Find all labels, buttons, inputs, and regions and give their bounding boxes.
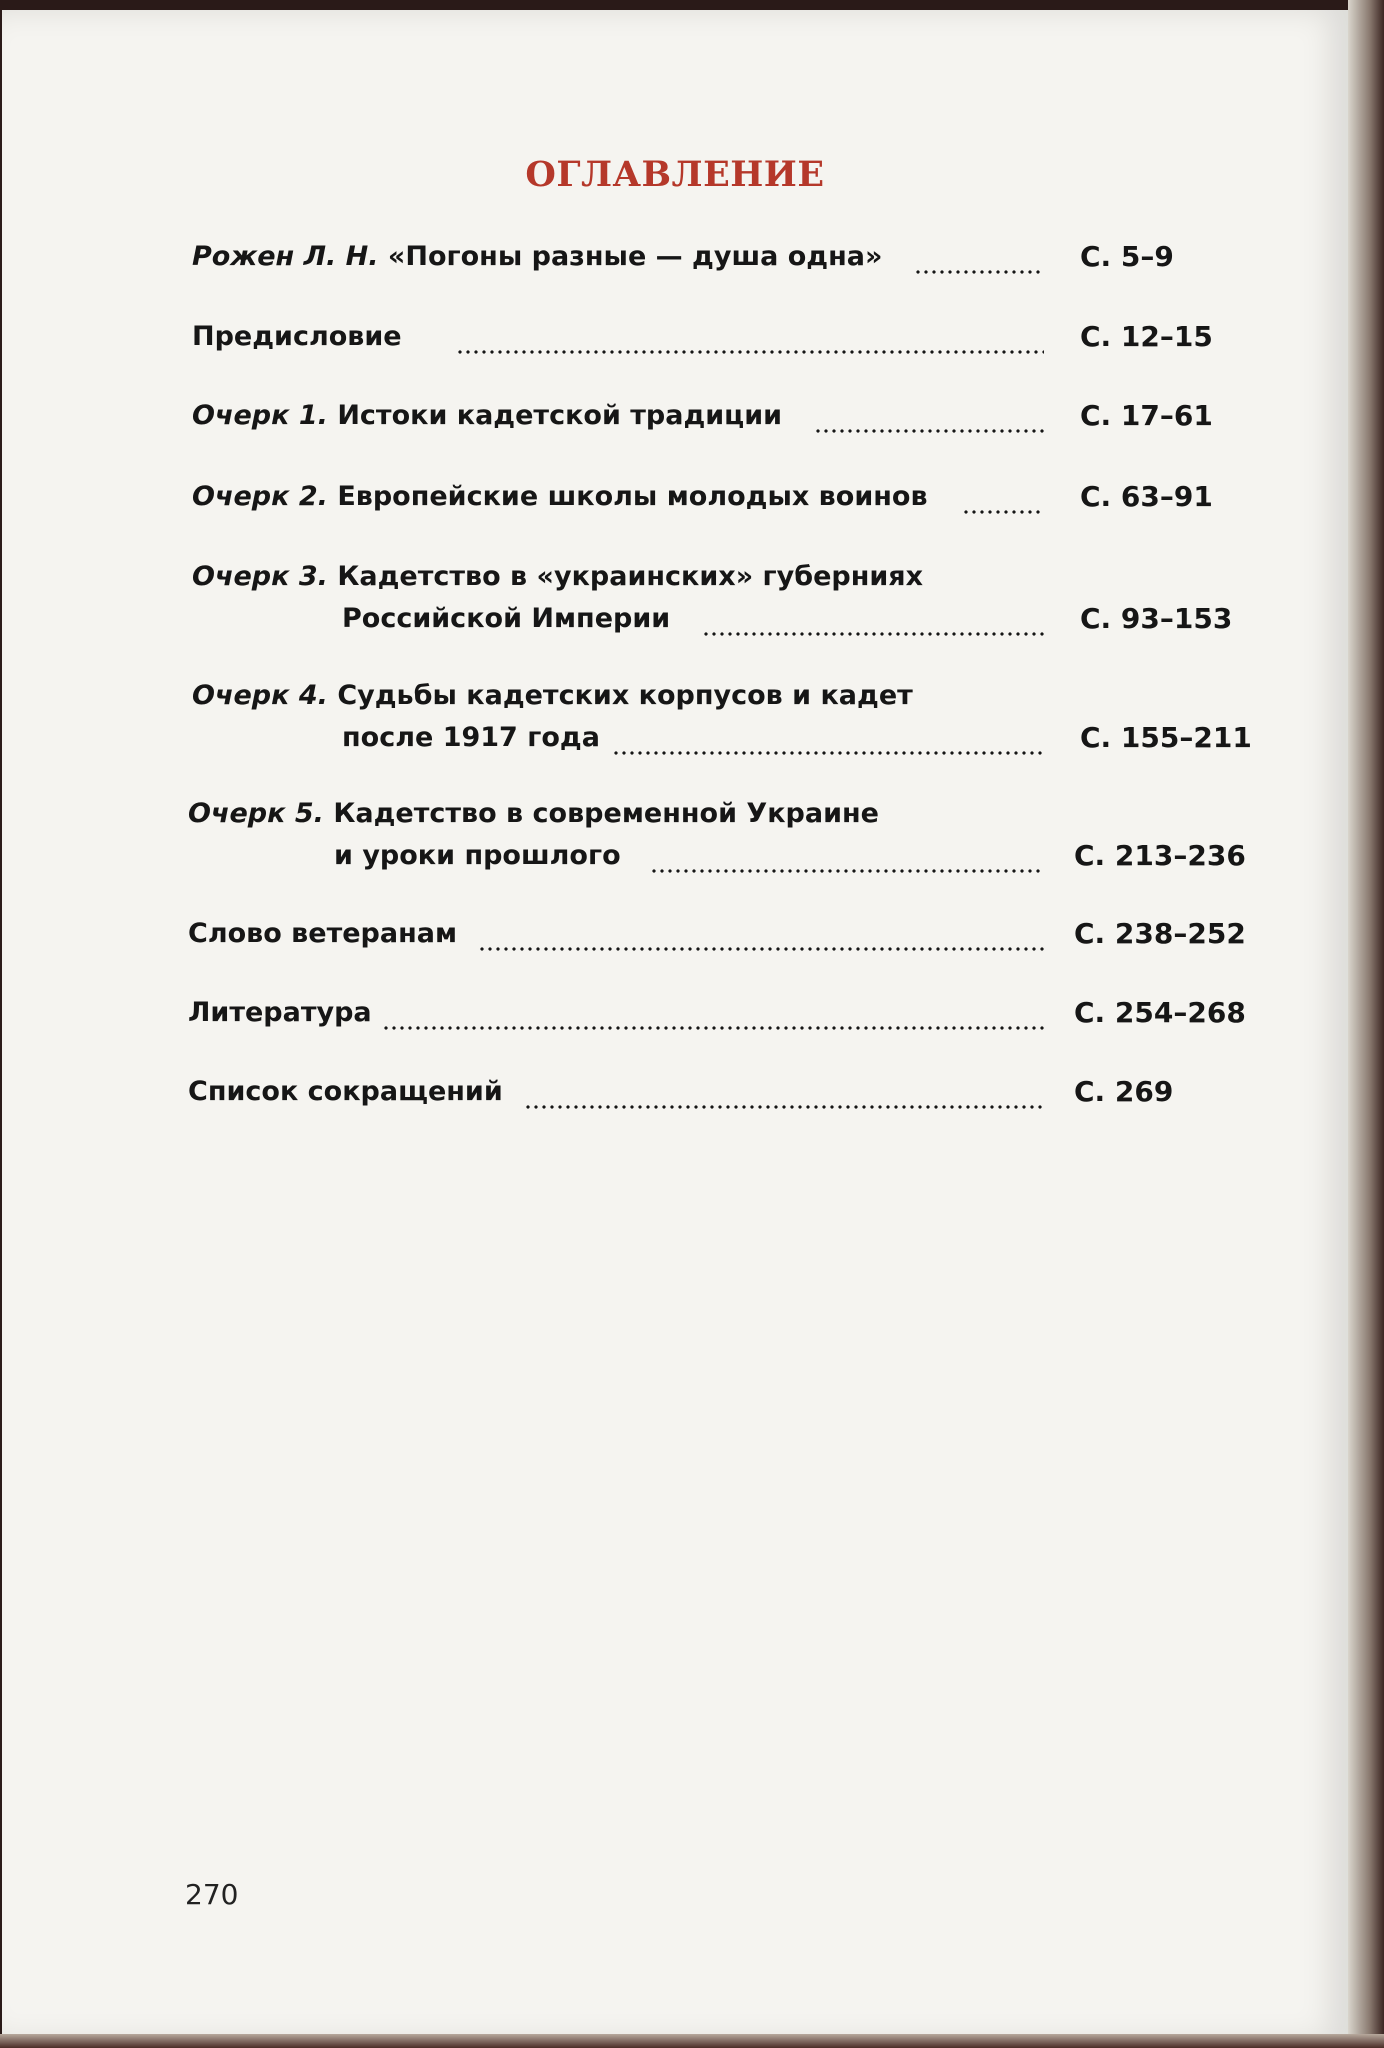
toc-entry-prefix: Очерк 2. [192, 481, 328, 512]
toc-entry-title: Слово ветеранам [188, 918, 458, 949]
toc-leader-dots [814, 429, 1044, 433]
toc-entry-title-cont: и уроки прошлого [334, 840, 621, 871]
toc-entry-title: Предисловие [192, 321, 402, 352]
toc-entry-prefix: Очерк 4. [192, 680, 328, 711]
toc-entry-prefix: Очерк 3. [192, 561, 328, 592]
toc-entry-title: Судьбы кадетских корпусов и кадет [337, 680, 913, 711]
toc-entry-prefix: Очерк 1. [192, 400, 328, 431]
book-edge-bottom [0, 2034, 1384, 2048]
toc-entry-title: Европейские школы молодых воинов [337, 481, 928, 512]
toc-entry-title: Кадетство в современной Украине [333, 798, 879, 829]
toc-entry-title: Список сокращений [188, 1076, 503, 1107]
toc-entry-pages: С. 269 [1074, 1075, 1174, 1108]
toc-entry-title: Кадетство в «украинских» губерниях [337, 561, 924, 592]
page-number: 270 [185, 1878, 239, 1911]
toc-entry-title-cont: после 1917 года [342, 722, 600, 753]
toc-entry-pages: С. 63–91 [1080, 480, 1213, 513]
toc-leader-dots [612, 751, 1044, 755]
toc-entry-pages: С. 93–153 [1080, 602, 1233, 635]
toc-entry-prefix: Очерк 5. [188, 798, 324, 829]
toc-leader-dots [914, 270, 1044, 274]
toc-entry-pages: С. 254–268 [1074, 996, 1246, 1029]
toc-entry-prefix: Рожен Л. Н. [192, 241, 379, 272]
book-page [2, 10, 1348, 2040]
toc-entry-pages: С. 238–252 [1074, 917, 1246, 950]
page-title: ОГЛАВЛЕНИЕ [525, 154, 825, 195]
toc-leader-dots [478, 947, 1044, 951]
toc-leader-dots [524, 1105, 1044, 1109]
toc-entry-title: Истоки кадетской традиции [337, 400, 783, 431]
toc-entry-title: Литература [188, 997, 372, 1028]
toc-entry-pages: С. 213–236 [1074, 839, 1246, 872]
toc-leader-dots [382, 1026, 1044, 1030]
book-edge-right [1348, 0, 1384, 2048]
toc-entry-title-cont: Российской Империи [342, 603, 671, 634]
toc-leader-dots [650, 869, 1044, 873]
toc-leader-dots [962, 510, 1044, 514]
toc-entry-pages: С. 5–9 [1080, 240, 1174, 273]
toc-entry-pages: С. 17–61 [1080, 399, 1213, 432]
toc-leader-dots [456, 350, 1044, 354]
toc-entry-pages: С. 12–15 [1080, 320, 1213, 353]
toc-leader-dots [702, 632, 1044, 636]
toc-entry-pages: С. 155–211 [1080, 721, 1252, 754]
toc-entry-title: «Погоны разные — душа одна» [387, 241, 883, 272]
